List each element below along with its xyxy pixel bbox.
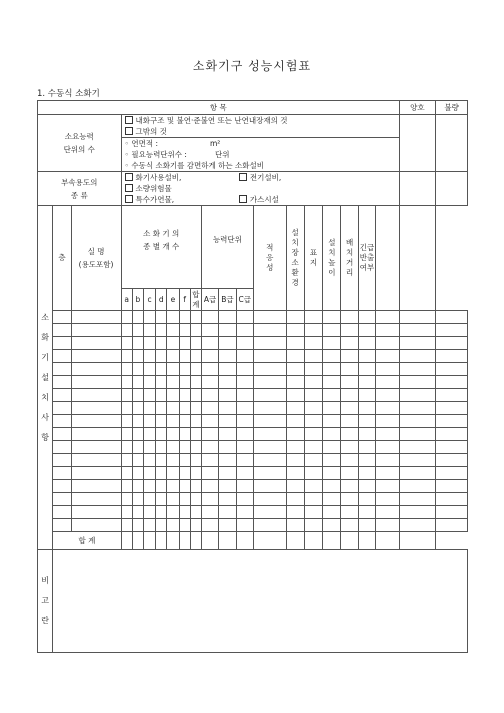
env-char: 경	[291, 278, 299, 287]
auxiliary-label-2: 종 류	[70, 190, 88, 200]
header-good: 양호	[399, 101, 436, 115]
checkbox-icon[interactable]	[239, 173, 247, 181]
side-char: 치	[41, 392, 49, 402]
side-char: 설	[41, 372, 49, 382]
sub-f: f	[179, 289, 190, 311]
env-char: 소	[291, 258, 299, 267]
sub-total-char: 계	[192, 299, 200, 309]
auxiliary-row1	[125, 172, 399, 183]
total-label: 합 계	[53, 532, 121, 550]
area-label: 연면적 :	[131, 139, 158, 148]
capacity-label-2: 단위의 수	[63, 145, 95, 154]
auxiliary-opt5-label: 가스시설	[249, 195, 279, 204]
performance-test-table	[37, 100, 468, 653]
dist-char: 리	[346, 268, 354, 277]
remarks-char: 란	[41, 616, 49, 625]
remarks-field[interactable]	[53, 550, 468, 653]
install-side-label	[38, 206, 53, 550]
auxiliary-opt3[interactable]	[125, 183, 399, 194]
capacity-opt2[interactable]	[122, 126, 399, 138]
capacity-required: ◦ 필요능력단위수 : 단위	[124, 150, 230, 159]
reduce-label: 수동식 소화기를 감면하게 하는 소화설비	[131, 161, 265, 170]
col-environment	[286, 206, 304, 311]
auxiliary-opt5[interactable]	[239, 195, 279, 204]
auxiliary-bad[interactable]	[436, 172, 468, 206]
dist-char: 배	[346, 238, 354, 247]
capacity-label-1: 소요능력	[64, 132, 94, 141]
height-char: 이	[328, 268, 336, 277]
suit-char: 성	[266, 263, 274, 272]
side-char: 기	[41, 352, 49, 362]
auxiliary-label-1: 부속용도의	[61, 177, 98, 187]
checkbox-icon[interactable]	[125, 116, 133, 124]
grade-b: B급	[219, 289, 236, 311]
col-room-2: (용도포함)	[78, 260, 114, 269]
auxiliary-opt1[interactable]	[125, 172, 237, 183]
dist-char: 치	[346, 248, 354, 257]
auxiliary-opt2[interactable]	[239, 173, 281, 182]
col-floor: 층	[53, 206, 71, 311]
emerg-line: 긴급	[359, 243, 375, 252]
table-row	[38, 337, 468, 350]
dist-char: 거	[346, 258, 354, 267]
table-row	[38, 493, 468, 506]
col-emergency	[358, 206, 375, 311]
table-row	[38, 480, 468, 493]
env-char: 설	[291, 228, 299, 237]
sub-a: a	[121, 289, 132, 311]
capacity-opt2-label: 그밖의 것	[135, 127, 167, 136]
section-heading: 1. 수동식 소화기	[37, 89, 100, 99]
env-char: 장	[291, 248, 299, 257]
table-row	[38, 311, 468, 324]
col-sign	[304, 206, 322, 311]
sub-c: c	[143, 289, 155, 311]
suit-char: 응	[266, 253, 274, 262]
table-row	[38, 454, 468, 467]
col-types-1: 소 화 기 의	[143, 229, 180, 238]
col-suitability	[253, 206, 286, 311]
side-char: 화	[41, 332, 49, 342]
side-char: 소	[41, 312, 49, 322]
table-row	[38, 402, 468, 415]
checkbox-icon[interactable]	[125, 173, 133, 181]
area-unit: m²	[209, 139, 221, 148]
col-height	[323, 206, 341, 311]
grade-c: C급	[236, 289, 253, 311]
grade-a: A급	[201, 289, 218, 311]
table-row	[38, 324, 468, 337]
sub-total-char: 합	[192, 289, 200, 299]
checkbox-icon[interactable]	[125, 195, 133, 203]
total-row	[38, 532, 468, 550]
table-row	[38, 376, 468, 389]
table-row	[38, 467, 468, 480]
required-unit: 단위	[214, 150, 230, 159]
suit-char: 적	[266, 243, 274, 252]
auxiliary-row3	[125, 194, 399, 205]
table-row	[38, 519, 468, 532]
checkbox-icon[interactable]	[125, 184, 133, 192]
capacity-reduce: ◦ 수동식 소화기를 감면하게 하는 소화설비	[124, 161, 265, 170]
col-types-2: 종 별 개 수	[143, 242, 180, 251]
remarks-char: 고	[41, 596, 49, 605]
sign-char: 지	[309, 258, 318, 267]
side-char: 항	[41, 432, 49, 442]
capacity-label	[38, 115, 122, 172]
header-item: 항 목	[38, 101, 400, 115]
remarks-row	[38, 550, 468, 653]
emerg-line: 반출	[359, 253, 375, 262]
emerg-line: 여부	[359, 263, 375, 272]
capacity-area: ◦ 연면적 : m²	[124, 139, 221, 148]
capacity-bad[interactable]	[436, 115, 468, 172]
remarks-char: 비	[41, 576, 49, 585]
auxiliary-opt4[interactable]	[125, 194, 237, 205]
env-char: 환	[291, 268, 299, 277]
sub-d: d	[156, 289, 167, 311]
side-char: 사	[41, 412, 49, 422]
table-row	[38, 389, 468, 402]
table-row	[38, 363, 468, 376]
table-row	[38, 428, 468, 441]
table-row	[38, 441, 468, 454]
sign-char: 표	[309, 248, 318, 257]
height-char: 높	[328, 258, 336, 267]
col-unit: 능력단위	[201, 206, 253, 289]
table-row	[38, 415, 468, 428]
auxiliary-opt4-label: 특수가연물,	[135, 195, 175, 204]
capacity-opt1[interactable]	[125, 115, 399, 126]
install-good-header[interactable]	[376, 206, 399, 311]
page-title: 소화기구 성능시험표	[192, 59, 312, 73]
checkbox-icon[interactable]	[125, 127, 133, 135]
table-row	[38, 506, 468, 519]
table-row	[38, 350, 468, 363]
sub-b: b	[132, 289, 143, 311]
sub-total	[190, 289, 201, 311]
col-types	[121, 206, 201, 289]
col-distance	[341, 206, 358, 311]
auxiliary-options	[121, 172, 399, 206]
auxiliary-label	[38, 172, 122, 206]
capacity-good[interactable]	[399, 115, 436, 172]
checkbox-icon[interactable]	[239, 195, 247, 203]
header-bad: 불량	[436, 101, 468, 115]
auxiliary-opt2-label: 전기설비,	[249, 173, 282, 182]
height-char: 설	[328, 238, 336, 247]
sub-e: e	[167, 289, 179, 311]
height-char: 치	[328, 248, 336, 257]
install-bad-header[interactable]	[399, 206, 436, 311]
capacity-opt1-label: 내화구조 및 불연·준불연 또는 난연내장재의 것	[135, 116, 288, 125]
auxiliary-opt3-label: 소량위험물	[135, 184, 172, 193]
env-char: 치	[291, 238, 299, 247]
col-room	[71, 206, 121, 311]
auxiliary-good[interactable]	[399, 172, 436, 206]
required-label: 필요능력단위수 :	[131, 150, 187, 159]
capacity-options	[121, 115, 399, 172]
remarks-label	[38, 550, 53, 653]
auxiliary-opt1-label: 화기사용설비,	[135, 173, 182, 182]
col-room-1: 실 명	[87, 247, 105, 256]
